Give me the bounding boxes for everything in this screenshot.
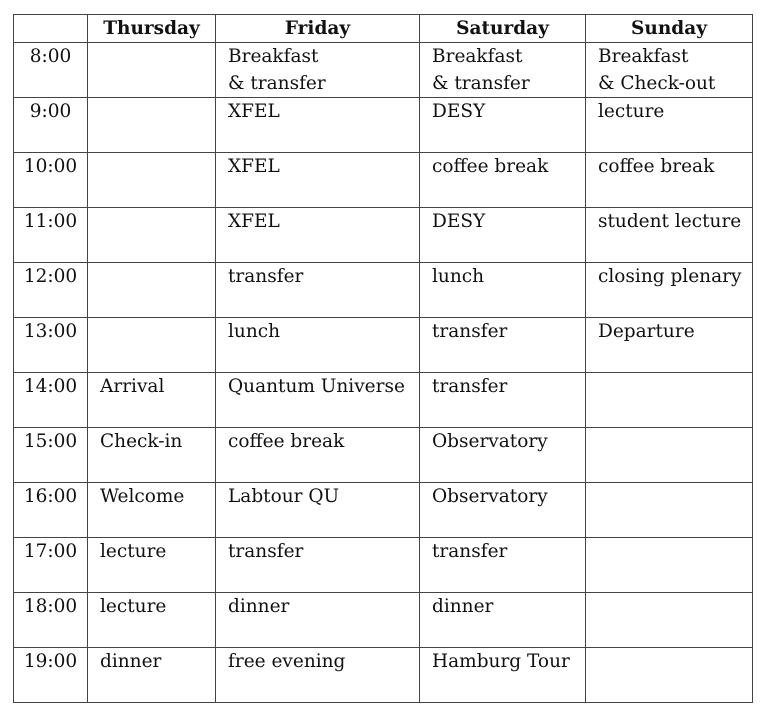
schedule-cell-sunday: Breakfast & Check-out: [586, 43, 753, 98]
schedule-cell-saturday: DESY: [420, 208, 586, 263]
schedule-table: [13, 14, 753, 703]
schedule-cell-sunday: [586, 428, 753, 483]
schedule-cell-saturday: Breakfast & transfer: [420, 43, 586, 98]
time-cell: 18:00: [14, 593, 88, 648]
schedule-cell-thursday: Check-in: [88, 428, 216, 483]
time-cell: 19:00: [14, 648, 88, 703]
table-row: [14, 538, 753, 593]
table-row: [14, 483, 753, 538]
schedule-cell-thursday: lecture: [88, 538, 216, 593]
schedule-cell-saturday: transfer: [420, 318, 586, 373]
schedule-cell-friday: XFEL: [216, 208, 420, 263]
table-row: [14, 593, 753, 648]
schedule-cell-sunday: closing plenary: [586, 263, 753, 318]
header-friday: Friday: [216, 15, 420, 43]
time-cell: 11:00: [14, 208, 88, 263]
table-row: [14, 648, 753, 703]
schedule-cell-friday: transfer: [216, 538, 420, 593]
schedule-cell-sunday: lecture: [586, 98, 753, 153]
schedule-cell-friday: Labtour QU: [216, 483, 420, 538]
schedule-cell-thursday: lecture: [88, 593, 216, 648]
table-row: [14, 428, 753, 483]
schedule-cell-thursday: dinner: [88, 648, 216, 703]
schedule-cell-sunday: [586, 648, 753, 703]
header-sunday: Sunday: [586, 15, 753, 43]
schedule-cell-saturday: coffee break: [420, 153, 586, 208]
header-thursday: Thursday: [88, 15, 216, 43]
table-row: [14, 43, 753, 98]
time-cell: 14:00: [14, 373, 88, 428]
schedule-cell-sunday: [586, 538, 753, 593]
schedule-cell-friday: transfer: [216, 263, 420, 318]
table-row: [14, 98, 753, 153]
schedule-cell-saturday: transfer: [420, 373, 586, 428]
schedule-cell-saturday: Observatory: [420, 483, 586, 538]
schedule-cell-thursday: [88, 98, 216, 153]
schedule-cell-friday: lunch: [216, 318, 420, 373]
schedule-cell-friday: dinner: [216, 593, 420, 648]
schedule-cell-saturday: transfer: [420, 538, 586, 593]
header-time: [14, 15, 88, 43]
schedule-cell-sunday: [586, 593, 753, 648]
schedule-cell-sunday: Departure: [586, 318, 753, 373]
schedule-cell-thursday: Welcome: [88, 483, 216, 538]
schedule-cell-thursday: [88, 263, 216, 318]
header-row: [14, 15, 753, 43]
schedule-cell-sunday: [586, 373, 753, 428]
schedule-cell-thursday: [88, 153, 216, 208]
schedule-cell-saturday: lunch: [420, 263, 586, 318]
time-cell: 13:00: [14, 318, 88, 373]
schedule-cell-saturday: DESY: [420, 98, 586, 153]
header-saturday: Saturday: [420, 15, 586, 43]
schedule-cell-thursday: [88, 208, 216, 263]
table-row: [14, 208, 753, 263]
schedule-cell-friday: Breakfast & transfer: [216, 43, 420, 98]
table-row: [14, 263, 753, 318]
table-row: [14, 153, 753, 208]
time-cell: 12:00: [14, 263, 88, 318]
schedule-cell-friday: coffee break: [216, 428, 420, 483]
table-row: [14, 373, 753, 428]
schedule-cell-friday: Quantum Universe: [216, 373, 420, 428]
schedule-cell-sunday: [586, 483, 753, 538]
schedule-cell-thursday: [88, 43, 216, 98]
time-cell: 10:00: [14, 153, 88, 208]
schedule-cell-thursday: [88, 318, 216, 373]
schedule-cell-sunday: student lecture: [586, 208, 753, 263]
schedule-cell-friday: free evening: [216, 648, 420, 703]
time-cell: 8:00: [14, 43, 88, 98]
time-cell: 9:00: [14, 98, 88, 153]
schedule-cell-thursday: Arrival: [88, 373, 216, 428]
schedule-cell-sunday: coffee break: [586, 153, 753, 208]
schedule-cell-friday: XFEL: [216, 153, 420, 208]
schedule-cell-saturday: dinner: [420, 593, 586, 648]
time-cell: 16:00: [14, 483, 88, 538]
schedule-cell-saturday: Hamburg Tour: [420, 648, 586, 703]
schedule-cell-friday: XFEL: [216, 98, 420, 153]
table-row: [14, 318, 753, 373]
time-cell: 15:00: [14, 428, 88, 483]
time-cell: 17:00: [14, 538, 88, 593]
schedule-cell-saturday: Observatory: [420, 428, 586, 483]
